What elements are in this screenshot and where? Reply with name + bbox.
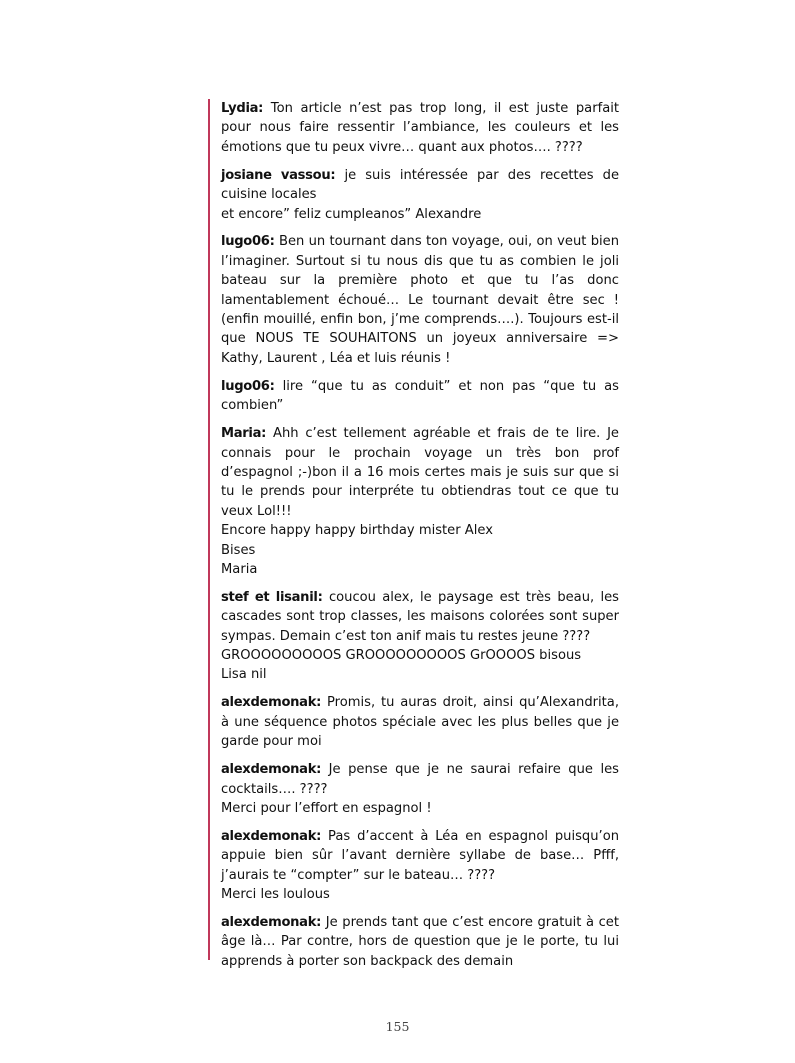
comment-author: alexdemonak: [221,914,322,930]
comment-extra-line: Merci pour l’effort en espagnol ! [221,800,432,816]
comment [221,99,619,157]
comment-author: alexdemonak: [221,695,322,711]
comment [221,232,619,368]
comment-text: Ahh c’est tellement agréable et frais de te lire. Je connais pour le prochain voyage un très bon prof d’espagnol ;-)bon il a 16 mois certes mais je suis sur que si tu le prends pour interpréte tu obtiendras tout ce que tu veux Lol!!! [221,426,619,519]
comment [221,588,619,685]
comment-text: je suis intéressée par des recettes de cuisine locales [221,167,619,203]
comment [221,166,619,224]
comment [221,693,619,751]
comment [221,424,619,579]
comment-author: alexdemonak: [221,762,322,778]
comment-text: Ton article n’est pas trop long, il est juste parfait pour nous faire ressentir l’ambiance, les couleurs et les émotions que tu peux vivre… quant aux photos…. ???? [221,101,619,155]
comment-text: Promis, tu auras droit, ainsi qu’Alexandrita, à une séquence photos spéciale avec les plus belles que je garde pour moi [221,695,619,750]
comment-extra-line: et encore” feliz cumpleanos” Alexandre [221,206,482,222]
comment-author: alexdemonak: [221,828,322,844]
comment [221,827,619,905]
comment [221,760,619,818]
comment-author: stef et lisanil: [221,589,323,605]
comment-author: lugo06: [221,378,275,394]
comment-author: Maria: [221,426,267,442]
comment-text: lire “que tu as conduit” et non pas “que tu as combien” [221,378,619,414]
comment [221,913,619,971]
comment-extra-line: Merci les loulous [221,887,330,903]
comment-extra-line: Encore happy happy birthday mister Alex [221,523,493,539]
comment-text: Pas d’accent à Léa en espagnol puisqu’on appuie bien sûr l’avant dernière syllabe de base… Pfff, j’aurais te “compter” sur le bateau… ???? [221,828,619,883]
comment-text: Je pense que je ne saurai refaire que les cocktails…. ???? [221,762,619,797]
comment-text: Je prends tant que c’est encore gratuit à cet âge là… Par contre, hors de question que je le porte, tu lui apprends à porter son backpack des demain [221,914,619,969]
comment-author: Lydia: [221,101,264,116]
comment-extra-line: Lisa nil [221,667,267,683]
comment-author: josiane vassou: [221,167,336,183]
comments-section [208,99,619,969]
comment-text: coucou alex, le paysage est très beau, les cascades sont trop classes, les maisons colorées sont super sympas. Demain c’est ton anif mais tu restes jeune ???? [221,589,619,644]
comment [221,377,619,416]
comment-extra-line: GROOOOOOOOOS GROOOOOOOOOS GrOOOOS bisous [221,648,582,664]
comment-extra-line: Bises [221,542,256,558]
comment-text: Ben un tournant dans ton voyage, oui, on veut bien l’imaginer. Surtout si tu nous dis que tu as combien le joli bateau sur la première photo et que tu l’as donc lamentablement échoué… Le tournant devait être sec ! (enfin mouillé, enfin bon, j’me comprends….). Toujours est-il que NOUS TE SOUHAITONS un joyeux anniversaire => Kathy, Laurent , Léa et luis réunis ! [221,234,619,366]
comment-author: lugo06: [221,234,275,250]
page-number: 155 [385,1019,410,1034]
comment-extra-line: Maria [221,561,258,577]
